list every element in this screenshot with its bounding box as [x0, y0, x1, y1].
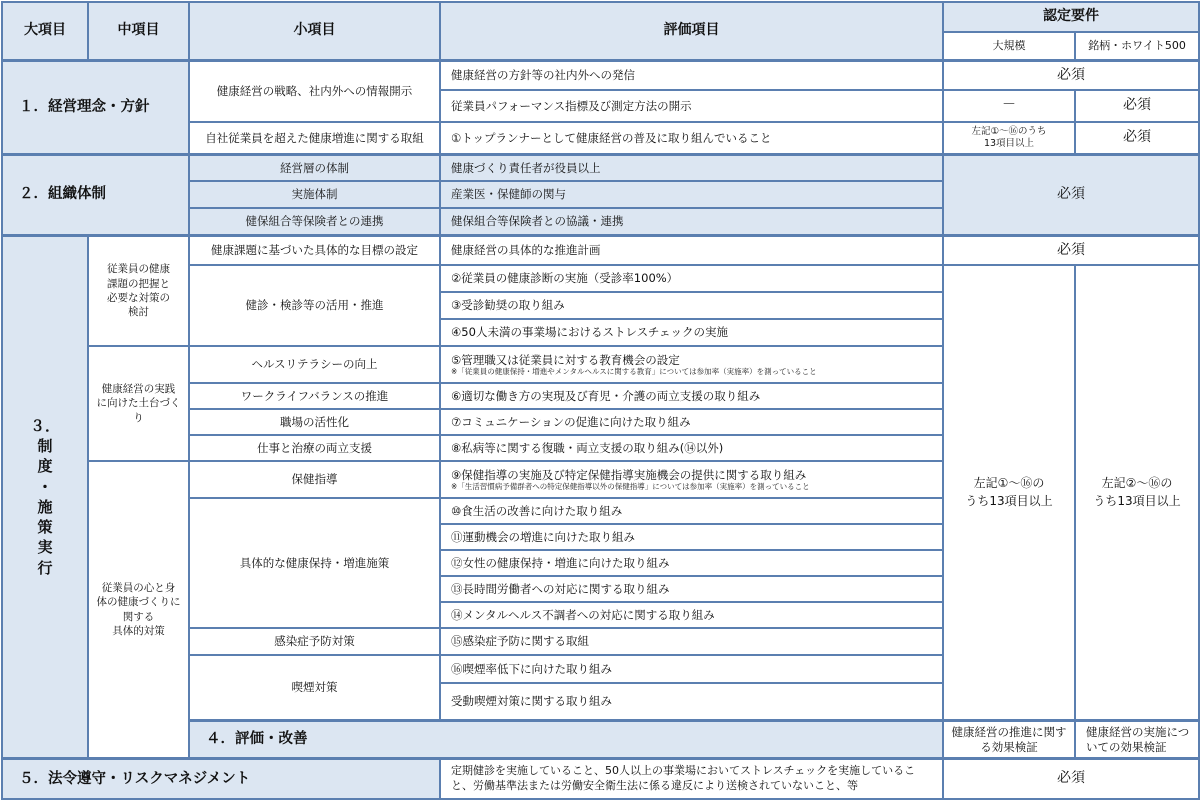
middle-health-issues: 従業員の健康 課題の把握と 必要な対策の 検討: [88, 235, 189, 346]
req-item-1-large: 左記①～⑯のうち 13項目以上: [943, 122, 1075, 154]
eval-item-7: ⑦コミュニケーションの促進に向けた取り組み: [440, 409, 943, 435]
header-middle: 中項目: [88, 2, 189, 60]
header-large-scale: 大規模: [943, 32, 1075, 60]
eval-item-9: [440, 461, 943, 498]
eval-promotion-plan: 健康経営の具体的な推進計画: [440, 235, 943, 265]
minor-infection-prevention: 感染症予防対策: [189, 628, 440, 655]
header-major: 大項目: [2, 2, 88, 60]
eval-item-1: ①トップランナーとして健康経営の普及に取り組んでいること: [440, 122, 943, 154]
eval-occupational-physician: 産業医・保健師の関与: [440, 181, 943, 208]
eval-insurer-consultation: 健保組合等保険者との協議・連携: [440, 208, 943, 235]
eval-item-9-text: ⑨保健指導の実施及び特定保健指導実施機会の提供に関する取り組み: [451, 468, 807, 483]
eval-item-15: ⑮感染症予防に関する取組: [440, 628, 943, 655]
eval-item-16: ⑯喫煙率低下に向けた取り組み: [440, 655, 943, 683]
middle-concrete-measures: 従業員の心と身 体の健康づくりに 関する 具体的対策: [88, 461, 189, 759]
minor-beyond-own-employees: 自社従業員を超えた健康増進に関する取組: [189, 122, 440, 154]
major-compliance-risk: ５．法令遵守・リスクマネジメント: [2, 759, 440, 799]
eval-item-4: ④50人未満の事業場におけるストレスチェックの実施: [440, 319, 943, 346]
header-brand-white500: 銘柄・ホワイト500: [1075, 32, 1199, 60]
eval-item-9-note: ※「生活習慣病予備群者への特定保健指導以外の保健指導」については参加率（実施率）を測っていること: [451, 481, 810, 491]
eval-item-5: [440, 346, 943, 383]
req-performance-indicators-brand: 必須: [1075, 90, 1199, 122]
req-performance-indicators-large: －: [943, 90, 1075, 122]
minor-effect-verification: 健康経営の推進に関する効果検証: [943, 721, 1075, 759]
header-evaluation: 評価項目: [440, 2, 943, 60]
major-organization: ２．組織体制: [2, 154, 189, 235]
certification-requirements-table: [1, 1, 1200, 800]
eval-performance-indicators: 従業員パフォーマンス指標及び測定方法の開示: [440, 90, 943, 122]
header-requirements: 認定要件: [943, 2, 1199, 32]
eval-item-6: ⑥適切な働き方の実現及び育児・介護の両立支援の取り組み: [440, 383, 943, 409]
eval-item-14: ⑭メンタルヘルス不調者への対応に関する取り組み: [440, 602, 943, 628]
eval-item-2: ②従業員の健康診断の実施（受診率100%）: [440, 265, 943, 292]
req-item-1-brand: 必須: [1075, 122, 1199, 154]
eval-passive-smoking: 受動喫煙対策に関する取り組み: [440, 683, 943, 721]
eval-item-8: ⑧私病等に関する復職・両立支援の取り組み(⑭以外): [440, 435, 943, 461]
minor-health-guidance: 保健指導: [189, 461, 440, 498]
minor-management-structure: 経営層の体制: [189, 154, 440, 181]
minor-smoking: 喫煙対策: [189, 655, 440, 721]
minor-health-literacy: ヘルスリテラシーの向上: [189, 346, 440, 383]
major-management-philosophy: １．経営理念・方針: [2, 60, 189, 154]
minor-checkup-utilization: 健診・検診等の活用・推進: [189, 265, 440, 346]
eval-item-11: ⑪運動機会の増進に向けた取り組み: [440, 524, 943, 550]
eval-item-3: ③受診勧奨の取り組み: [440, 292, 943, 319]
eval-effect-verification: 健康経営の実施についての効果検証: [1075, 721, 1199, 759]
eval-item-5-note: ※「従業員の健康保持・増進やメンタルヘルスに関する教育」については参加率（実施率）を測っていること: [451, 366, 817, 376]
eval-compliance: 定期健診を実施していること、50人以上の事業場においてストレスチェックを実施していること、労働基準法または労働安全衛生法に係る違反により送検されていないこと、等: [440, 759, 943, 799]
major-systems-measures: ３． 制 度 ・ 施 策 実 行: [2, 235, 88, 759]
header-minor: 小項目: [189, 2, 440, 60]
minor-implementation-structure: 実施体制: [189, 181, 440, 208]
req-organization: 必須: [943, 154, 1199, 235]
eval-item-12: ⑫女性の健康保持・増進に向けた取り組み: [440, 550, 943, 576]
minor-goal-setting: 健康課題に基づいた具体的な目標の設定: [189, 235, 440, 265]
minor-workplace-activation: 職場の活性化: [189, 409, 440, 435]
req-policy-communication: 必須: [943, 60, 1199, 90]
major-evaluation-improvement: ４．評価・改善: [189, 721, 943, 759]
middle-foundation: 健康経営の実践 に向けた土台づく り: [88, 346, 189, 461]
req-compliance: 必須: [943, 759, 1199, 799]
eval-responsible-officer: 健康づくり責任者が役員以上: [440, 154, 943, 181]
eval-policy-communication: 健康経営の方針等の社内外への発信: [440, 60, 943, 90]
eval-item-5-text: ⑤管理職又は従業員に対する教育機会の設定: [451, 353, 680, 368]
minor-work-life-balance: ワークライフバランスの推進: [189, 383, 440, 409]
eval-item-13: ⑬長時間労働者への対応に関する取り組み: [440, 576, 943, 602]
req-promotion-plan: 必須: [943, 235, 1199, 265]
eval-item-10: ⑩食生活の改善に向けた取り組み: [440, 498, 943, 524]
minor-treatment-balance: 仕事と治療の両立支援: [189, 435, 440, 461]
req-sec3-brand: 左記②～⑯の うち13項目以上: [1075, 265, 1199, 721]
minor-strategy-disclosure: 健康経営の戦略、社内外への情報開示: [189, 60, 440, 122]
req-sec3-large: 左記①～⑯の うち13項目以上: [943, 265, 1075, 721]
minor-health-promotion: 具体的な健康保持・増進施策: [189, 498, 440, 628]
minor-insurer-cooperation: 健保組合等保険者との連携: [189, 208, 440, 235]
